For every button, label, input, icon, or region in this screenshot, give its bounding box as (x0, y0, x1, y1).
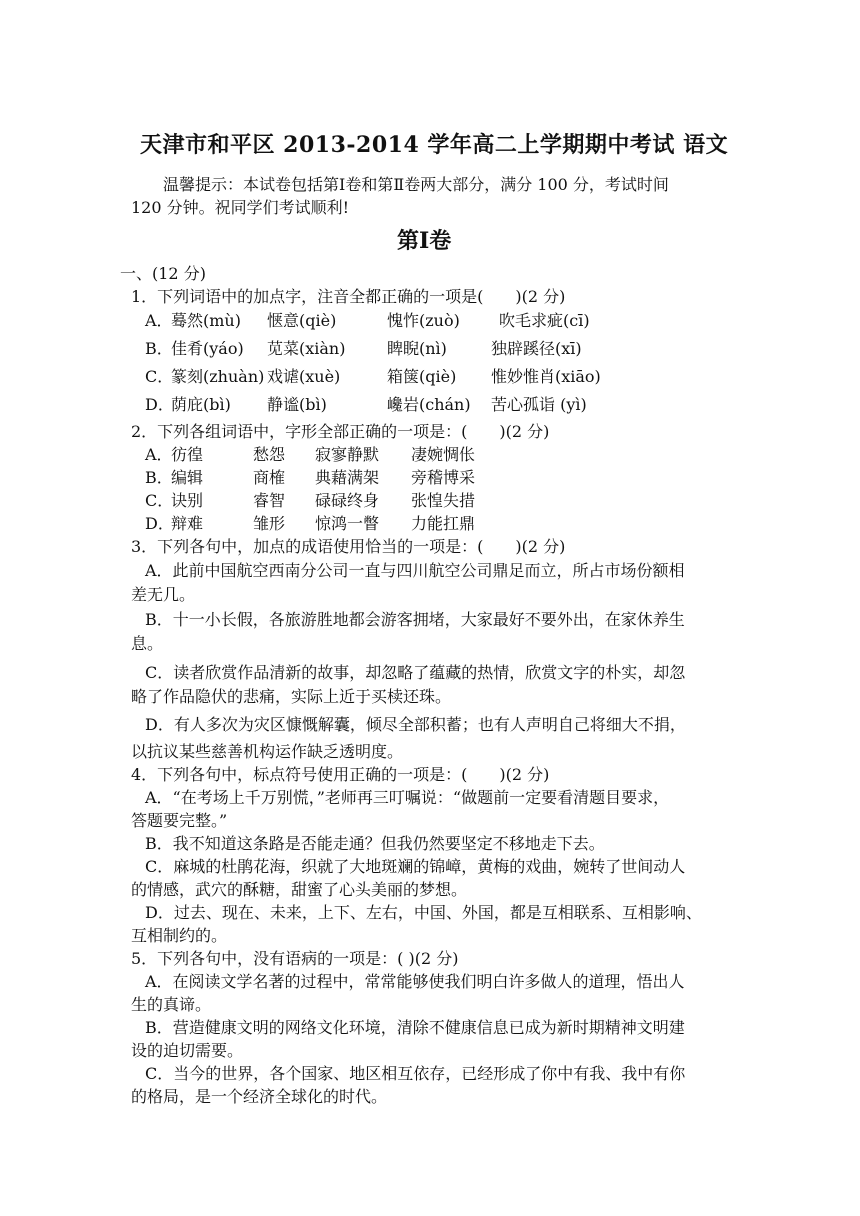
q5-option-b-line-2: 设的迫切需要。 (131, 1041, 244, 1060)
option-item: 愁怨 (253, 445, 286, 464)
q4-option-d-line-2: 互相制约的。 (131, 926, 228, 945)
option-item: 商榷 (253, 468, 286, 487)
q3-option-b-line-1: B．十一小长假，各旅游胜地都会游客拥堵，大家最好不要外出，在家休养生 (145, 610, 685, 629)
q1-option-c (145, 366, 601, 388)
q4-option-a-line-1: A．“在考场上千万别慌，”老师再三叮嘱说：“做题前一定要看清题目要求， (145, 788, 670, 807)
q1-option-d (145, 394, 587, 416)
q4-option-c-line-1: C．麻城的杜鹃花海，织就了大地斑斓的锦嶂，黄梅的戏曲，婉转了世间动人 (145, 857, 686, 876)
option-item: 静谧(bì) (267, 395, 327, 414)
q3-option-d-line-1: D．有人多次为灾区慷慨解囊，倾尽全部积蓄；也有人声明自己将细大不捐， (145, 715, 686, 734)
option-item: 睿智 (253, 491, 286, 510)
option-item: 力能扛鼎 (411, 514, 476, 533)
q1-option-a (145, 310, 590, 332)
section-heading: 一、(12 分) (120, 264, 206, 283)
q3-option-c-line-1: C．读者欣赏作品清新的故事，却忽略了蕴藏的热情，欣赏文字的朴实，却忽 (145, 663, 686, 682)
option-item: 凄婉惆伥 (411, 445, 476, 464)
option-item: 睥睨(nì) (387, 339, 447, 358)
q4-option-d-line-1: D．过去、现在、未来，上下、左右，中国、外国，都是互相联系、互相影响、 (145, 903, 702, 922)
q2-option-b (145, 467, 475, 489)
q4-option-c-line-2: 的情感，武穴的酥糖，甜蜜了心头美丽的梦想。 (131, 880, 468, 899)
q3-option-c-line-2: 略了作品隐伏的悲痛，实际上近于买椟还珠。 (131, 687, 452, 706)
option-item: 编辑 (171, 468, 204, 487)
option-item: 惬意(qiè) (267, 311, 337, 330)
q1-stem: 1．下列词语中的加点字，注音全都正确的一项是( )(2 分) (131, 287, 566, 306)
option-item: 佳肴(yáo) (171, 339, 244, 358)
q3-option-d-line-2: 以抗议某些慈善机构运作缺乏透明度。 (131, 742, 404, 761)
q3-option-a-line-1: A．此前中国航空西南分公司一直与四川航空公司鼎足而立，所占市场份额相 (145, 561, 685, 580)
q2-option-d (145, 513, 475, 535)
option-item: 雏形 (253, 514, 286, 533)
option-letter: C． (145, 367, 174, 386)
option-item: 吹毛求疵(cī) (499, 311, 590, 330)
option-item: 寂寥静默 (315, 445, 380, 464)
option-item: 苋菜(xiàn) (267, 339, 346, 358)
option-item: 荫庇(bì) (171, 395, 231, 414)
q3-option-a-line-2: 差无几。 (131, 585, 196, 604)
option-item: 旁稽博采 (411, 468, 476, 487)
option-item: 蓦然(mù) (171, 311, 241, 330)
option-item: 典藉满架 (315, 468, 380, 487)
option-item: 戏谑(xuè) (267, 367, 341, 386)
q3-stem: 3．下列各句中，加点的成语使用恰当的一项是：( )(2 分) (131, 537, 566, 556)
volume-title: 第Ⅰ卷 (397, 228, 452, 254)
intro-line-2: 120 分钟。祝同学们考试顺利! (131, 198, 350, 217)
q5-option-b-line-1: B．营造健康文明的网络文化环境，清除不健康信息已成为新时期精神文明建 (145, 1018, 685, 1037)
option-letter: D． (145, 514, 174, 533)
option-item: 诀别 (171, 491, 204, 510)
option-item: 张惶失措 (411, 491, 476, 510)
page-title: 天津市和平区 2013-2014 学年高二上学期期中考试 语文 (140, 132, 729, 158)
q5-option-c-line-1: C．当今的世界，各个国家、地区相互依存，已经形成了你中有我、我中有你 (145, 1064, 686, 1083)
q3-option-b-line-2: 息。 (131, 634, 164, 653)
q2-stem: 2．下列各组词语中，字形全部正确的一项是：( )(2 分) (131, 422, 550, 441)
option-item: 巉岩(chán) (387, 395, 471, 414)
option-item: 愧怍(zuò) (387, 311, 460, 330)
q5-option-c-line-2: 的格局，是一个经济全球化的时代。 (131, 1087, 388, 1106)
option-letter: B． (145, 339, 173, 358)
option-letter: A． (145, 311, 173, 330)
option-item: 苦心孤诣 (yì) (491, 395, 587, 414)
option-letter: A． (145, 445, 173, 464)
q5-option-a-line-1: A．在阅读文学名著的过程中，常常能够使我们明白许多做人的道理，悟出人 (145, 972, 685, 991)
q4-option-a-line-2: 答题要完整。” (131, 811, 228, 830)
option-letter: B． (145, 468, 173, 487)
q2-option-a (145, 444, 475, 466)
q1-option-b (145, 338, 582, 360)
q4-stem: 4．下列各句中，标点符号使用正确的一项是：( )(2 分) (131, 765, 550, 784)
option-letter: C． (145, 491, 174, 510)
option-item: 彷徨 (171, 445, 204, 464)
q4-option-b-line-1: B．我不知道这条路是否能走通？但我仍然要坚定不移地走下去。 (145, 834, 605, 853)
option-item: 独辟蹊径(xī) (491, 339, 582, 358)
q5-stem: 5．下列各句中，没有语病的一项是：( )(2 分) (131, 949, 459, 968)
option-item: 箱箧(qiè) (387, 367, 457, 386)
option-item: 碌碌终身 (315, 491, 380, 510)
option-item: 辩难 (171, 514, 204, 533)
option-letter: D． (145, 395, 174, 414)
option-item: 惟妙惟肖(xiāo) (491, 367, 601, 386)
intro-line-1: 温馨提示：本试卷包括第Ⅰ卷和第Ⅱ卷两大部分，满分 100 分，考试时间 (163, 175, 669, 194)
q5-option-a-line-2: 生的真谛。 (131, 995, 212, 1014)
option-item: 惊鸿一瞥 (315, 514, 380, 533)
option-item: 篆刻(zhuàn) (171, 367, 265, 386)
q2-option-c (145, 490, 475, 512)
